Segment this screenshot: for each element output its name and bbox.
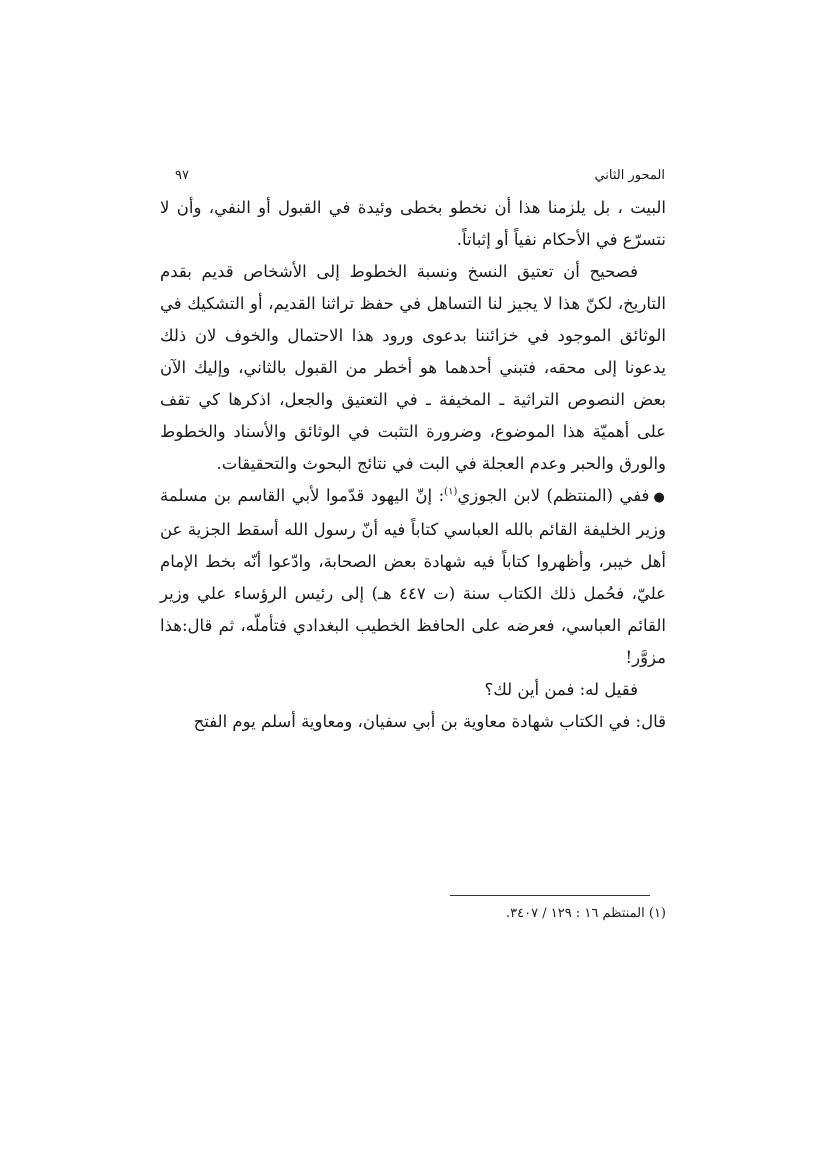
paragraph-1: البيت ، بل يلزمنا هذا أن نخطو بخطى وئيدة في القبول أو النفي، وأن لا نتسرّع في الأحكام نفياً أو إثباتاً. xyxy=(160,198,666,249)
section-title: المحور الثاني xyxy=(594,167,665,183)
paragraph-5: قال: في الكتاب شهادة معاوية بن أبي سفيان، ومعاوية أسلم يوم الفتح xyxy=(193,712,666,731)
paragraph-4: فقيل له: فمن أين لك؟ xyxy=(484,680,638,699)
paragraph-2: فصحيح أن تعتيق النسخ ونسبة الخطوط إلى الأشخاص قديم بقدم التاريخ، لكنّ هذا لا يجيز لنا التساهل في حفظ تراثنا القديم، أو التشكيك في الوثائق الموجود في خزائننا بدعوى ورود هذا الاحتمال والخوف لان ذلك يدعونا إلى محقه، فتبني أحدهما هو أخطر من القبول بالثاني، وإليك الآن بعض النصوص التراثية ـ المخيفة ـ في التعتيق والجعل، اذكرها كي تقف على أهميّة هذا الموضوع، وضرورة التثبت في الوثائق والأسناد والخطوط والورق والحبر وعدم العجلة في البت في نتائج البحوث والتحقيقات. xyxy=(160,262,666,473)
footnote-reference[interactable]: (١) xyxy=(444,486,458,498)
footnote: (١) المنتظم ١٦ : ١٢٩ / ٣٤٠٧. xyxy=(506,906,666,921)
running-header xyxy=(175,164,665,186)
body-text xyxy=(160,192,666,738)
paragraph-3-body: : إنّ اليهود قدّموا لأبي القاسم بن مسلمة وزير الخليفة القائم بالله العباسي كتاباً فيه أنّ رسول الله أسقط الجزية عن أهل خيبر، وأظهروا كتاباً فيه شهادة بعض الصحابة، وادّعوا أنّه بخط الإمام عليّ، فحُمل ذلك الكتاب سنة (ت ٤٤٧ هـ) إلى رئيس الرؤساء علي وزير القائم العباسي، فعرضه على الحافظ الخطيب البغدادي فتأملّه، ثم قال:هذا مزوَّر! xyxy=(160,486,666,667)
paragraph-3 xyxy=(160,480,666,674)
footnote-divider xyxy=(450,895,650,896)
paragraph-3-lead: ففي (المنتظم) لابن الجوزي xyxy=(457,486,650,505)
bullet-icon: ● xyxy=(653,490,667,505)
page-number: ٩٧ xyxy=(175,167,189,183)
